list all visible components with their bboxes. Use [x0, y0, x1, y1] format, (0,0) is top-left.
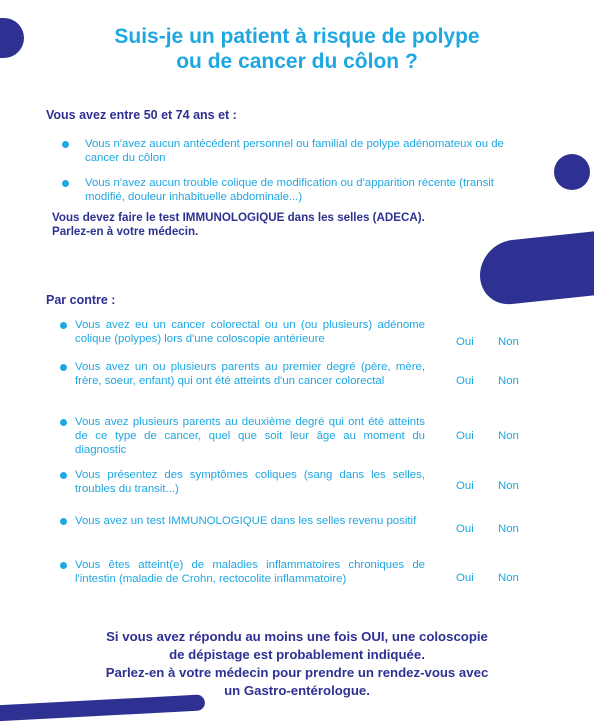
answer-no-option[interactable]: Non — [498, 375, 519, 387]
conclusion-text — [0, 628, 594, 700]
answer-no-option[interactable]: Non — [498, 336, 519, 348]
conclusion-line-2: de dépistage est probablement indiquée. — [169, 647, 425, 662]
age-section-heading: Vous avez entre 50 et 74 ans et : — [46, 108, 237, 122]
answer-yes-option[interactable]: Oui — [456, 375, 474, 387]
bullet-icon — [60, 364, 67, 371]
screening-advice — [52, 211, 492, 239]
answer-yes-option[interactable]: Oui — [456, 572, 474, 584]
conclusion-line-3: Parlez-en à votre médecin pour prendre un rendez-vous avec — [105, 665, 489, 680]
question-text: Vous êtes atteint(e) de maladies inflammatoires chroniques de l'intestin (maladie de Crohn, rectocolite inflammatoire) — [75, 559, 425, 585]
answer-no-option[interactable]: Non — [498, 523, 519, 535]
advice-line-2: Parlez-en à votre médecin. — [52, 225, 199, 238]
condition-no-symptoms: Vous n'avez aucun trouble colique de modification ou d'apparition récente (transit modifié, douleur inhabituelle abdominale...) — [85, 177, 494, 203]
advice-line-1: Vous devez faire le test IMMUNOLOGIQUE dans les selles (ADECA). — [52, 211, 425, 224]
answer-no-option[interactable]: Non — [498, 572, 519, 584]
title-line-2: ou de cancer du côlon ? — [176, 50, 418, 73]
question-text: Vous avez un test IMMUNOLOGIQUE dans les selles revenu positif — [75, 515, 417, 527]
bullet-icon — [60, 322, 67, 329]
answer-no-option[interactable]: Non — [498, 480, 519, 492]
condition-no-history: Vous n'avez aucun antécédent personnel ou familial de polype adénomateux ou de cancer du côlon — [85, 138, 504, 164]
bullet-icon — [62, 180, 69, 187]
title-line-1: Suis-je un patient à risque de polype — [114, 25, 480, 48]
conclusion-line-4: un Gastro-entérologue. — [224, 683, 370, 698]
conclusion-line-1: Si vous avez répondu au moins une fois OUI, une coloscopie — [106, 629, 488, 644]
contra-section-heading: Par contre : — [46, 293, 116, 307]
bullet-icon — [62, 141, 69, 148]
answer-no-option[interactable]: Non — [498, 430, 519, 442]
answer-yes-option[interactable]: Oui — [456, 430, 474, 442]
page-title — [0, 24, 594, 74]
decorative-circle-right — [554, 154, 590, 190]
answer-yes-option[interactable]: Oui — [456, 480, 474, 492]
answer-yes-option[interactable]: Oui — [456, 336, 474, 348]
bullet-icon — [60, 562, 67, 569]
question-text: Vous avez plusieurs parents au deuxième degré qui ont été atteints de ce type de cancer, quel que soit leur âge au moment du diagnostic — [75, 416, 425, 456]
question-text: Vous présentez des symptômes coliques (sang dans les selles, troubles du transit...) — [75, 469, 425, 495]
bullet-icon — [60, 518, 67, 525]
bullet-icon — [60, 472, 67, 479]
question-text: Vous avez eu un cancer colorectal ou un (ou plusieurs) adénome colique (polypes) lors d'une coloscopie antérieure — [75, 319, 425, 345]
bullet-icon — [60, 419, 67, 426]
decorative-swoosh-right — [480, 229, 594, 308]
question-text: Vous avez un ou plusieurs parents au premier degré (père, mère, frère, soeur, enfant) qui ont été atteints d'un cancer colorectal — [75, 361, 425, 387]
answer-yes-option[interactable]: Oui — [456, 523, 474, 535]
